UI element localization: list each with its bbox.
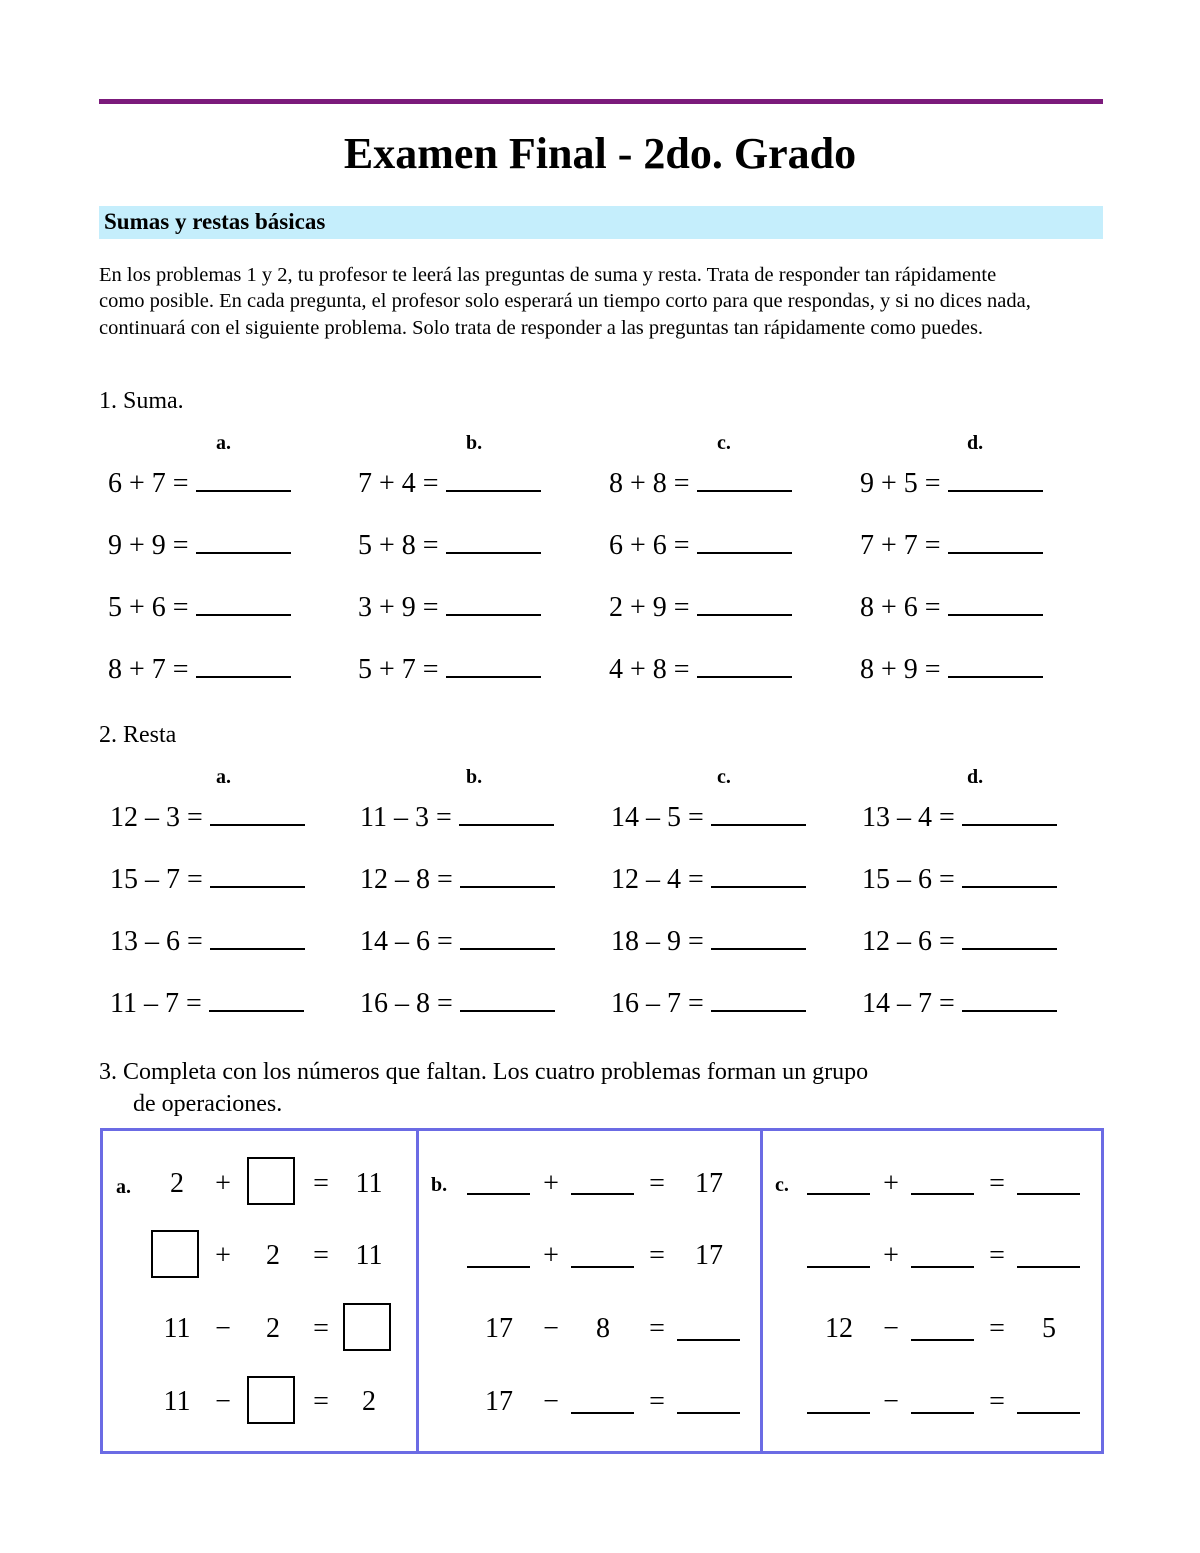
answer-blank[interactable] [697,658,792,678]
number: 12 [825,1313,853,1344]
answer-blank[interactable] [697,472,792,492]
answer-line[interactable] [911,1266,974,1268]
grid-divider [416,1131,419,1451]
answer-blank[interactable] [948,658,1043,678]
q2-problem: 12 – 3 = [110,802,305,834]
answer-box[interactable] [247,1376,295,1424]
equals-sign: = [989,1240,1005,1271]
answer-blank[interactable] [209,992,304,1012]
number: 17 [695,1168,723,1199]
answer-blank[interactable] [196,534,291,554]
q1-problem: 3 + 9 = [358,592,541,624]
answer-blank[interactable] [210,868,305,888]
equals-sign: = [313,1168,329,1199]
q1-problem: 6 + 7 = [108,468,291,500]
operator: − [883,1386,899,1417]
q2-problem: 16 – 8 = [360,988,555,1020]
answer-box[interactable] [151,1230,199,1278]
answer-line[interactable] [807,1412,870,1414]
number: 2 [170,1168,184,1199]
answer-blank[interactable] [711,930,806,950]
answer-line[interactable] [571,1193,634,1195]
q1-col-b: b. [466,432,483,454]
answer-blank[interactable] [196,596,291,616]
section-title: Sumas y restas básicas [104,209,326,234]
answer-blank[interactable] [948,534,1043,554]
answer-line[interactable] [1017,1193,1080,1195]
q3-prompt [99,1056,868,1120]
answer-blank[interactable] [948,472,1043,492]
q2-problem: 16 – 7 = [611,988,806,1020]
panel-b-label: b. [431,1174,448,1196]
q1-problem: 5 + 7 = [358,654,541,686]
answer-line[interactable] [677,1412,740,1414]
operator: + [543,1168,559,1199]
q3-line-1: 3. Completa con los números que faltan. Los cuatro problemas forman un grupo [99,1059,869,1085]
q2-problem: 18 – 9 = [611,926,806,958]
panel-a-label: a. [116,1176,131,1198]
q2-problem: 15 – 7 = [110,864,305,896]
equals-sign: = [989,1168,1005,1199]
answer-blank[interactable] [711,992,806,1012]
answer-blank[interactable] [460,868,555,888]
equals-sign: = [649,1168,665,1199]
number: 2 [362,1386,376,1417]
answer-line[interactable] [467,1193,530,1195]
answer-blank[interactable] [210,806,305,826]
operator: + [883,1168,899,1199]
number: 5 [1042,1313,1056,1344]
answer-blank[interactable] [460,992,555,1012]
operator: − [543,1386,559,1417]
answer-line[interactable] [911,1193,974,1195]
q1-problem: 9 + 9 = [108,530,291,562]
q2-title: 2. Resta [99,722,177,748]
q2-problem: 12 – 6 = [862,926,1057,958]
q1-problem: 5 + 8 = [358,530,541,562]
answer-blank[interactable] [962,868,1057,888]
section-header [99,206,1103,239]
number: 11 [355,1240,383,1271]
grid-divider [760,1131,763,1451]
answer-line[interactable] [911,1339,974,1341]
q2-problem: 13 – 6 = [110,926,305,958]
equals-sign: = [313,1386,329,1417]
instructions-paragraph: En los problemas 1 y 2, tu profesor te leerá las preguntas de suma y resta. Trata de responder tan rápidamente como posible. En cada pregunta, el profesor solo esperará un tiempo corto para que respondas, y si no dices nada, continuará con el siguiente problema. Solo trata de responder a las preguntas tan rápidamente como puedes. [99,264,1031,339]
q1-problem: 5 + 6 = [108,592,291,624]
answer-blank[interactable] [962,930,1057,950]
q2-problem: 11 – 3 = [360,802,554,834]
operator: − [883,1313,899,1344]
answer-box[interactable] [247,1157,295,1205]
number: 17 [695,1240,723,1271]
answer-line[interactable] [807,1266,870,1268]
answer-blank[interactable] [210,930,305,950]
page-title: Examen Final - 2do. Grado [343,129,857,178]
answer-blank[interactable] [446,596,541,616]
q2-problem: 14 – 7 = [862,988,1057,1020]
q2-col-d: d. [967,766,984,788]
q2-problem: 14 – 6 = [360,926,555,958]
answer-blank[interactable] [711,868,806,888]
q1-problem: 2 + 9 = [609,592,792,624]
q2-col-c: c. [717,766,731,788]
operator: + [215,1240,231,1271]
q1-problem: 7 + 7 = [860,530,1043,562]
q1-col-d: d. [967,432,984,454]
equals-sign: = [649,1240,665,1271]
number: 11 [163,1313,191,1344]
answer-blank[interactable] [446,658,541,678]
q1-problem: 8 + 9 = [860,654,1043,686]
answer-blank[interactable] [459,806,554,826]
q1-problem: 4 + 8 = [609,654,792,686]
q1-col-a: a. [216,432,231,454]
q1-col-c: c. [717,432,731,454]
answer-line[interactable] [571,1266,634,1268]
answer-line[interactable] [467,1266,530,1268]
answer-line[interactable] [1017,1266,1080,1268]
q2-problem: 13 – 4 = [862,802,1057,834]
q1-title: 1. Suma. [99,388,184,414]
q1-problem: 8 + 8 = [609,468,792,500]
q2-problem: 12 – 8 = [360,864,555,896]
equals-sign: = [989,1313,1005,1344]
operator: + [543,1240,559,1271]
operator: − [215,1386,231,1417]
top-rule [99,99,1103,104]
equals-sign: = [649,1386,665,1417]
answer-blank[interactable] [697,534,792,554]
q2-problem: 12 – 4 = [611,864,806,896]
operator: + [215,1168,231,1199]
number: 2 [266,1313,280,1344]
number: 2 [266,1240,280,1271]
q2-problem: 15 – 6 = [862,864,1057,896]
number: 8 [596,1313,610,1344]
number: 11 [355,1168,383,1199]
equals-sign: = [313,1313,329,1344]
panel-c-label: c. [775,1174,789,1196]
answer-blank[interactable] [711,806,806,826]
answer-line[interactable] [571,1412,634,1414]
equals-sign: = [649,1313,665,1344]
answer-box[interactable] [343,1303,391,1351]
fact-family-grid [100,1128,1104,1454]
answer-line[interactable] [677,1339,740,1341]
operator: − [215,1313,231,1344]
q3-line-2: de operaciones. [133,1091,283,1117]
q1-problem: 8 + 6 = [860,592,1043,624]
answer-blank[interactable] [446,534,541,554]
number: 17 [485,1386,513,1417]
q1-problem: 7 + 4 = [358,468,541,500]
answer-blank[interactable] [697,596,792,616]
answer-line[interactable] [911,1412,974,1414]
answer-line[interactable] [1017,1412,1080,1414]
q2-col-b: b. [466,766,483,788]
answer-blank[interactable] [446,472,541,492]
answer-blank[interactable] [196,472,291,492]
number: 17 [485,1313,513,1344]
answer-blank[interactable] [948,596,1043,616]
operator: − [543,1313,559,1344]
answer-blank[interactable] [962,992,1057,1012]
equals-sign: = [313,1240,329,1271]
q2-problem: 11 – 7 = [110,988,304,1020]
q1-problem: 6 + 6 = [609,530,792,562]
answer-blank[interactable] [962,806,1057,826]
q1-problem: 9 + 5 = [860,468,1043,500]
number: 11 [163,1386,191,1417]
equals-sign: = [989,1386,1005,1417]
answer-blank[interactable] [196,658,291,678]
answer-line[interactable] [807,1193,870,1195]
answer-blank[interactable] [460,930,555,950]
q2-col-a: a. [216,766,231,788]
operator: + [883,1240,899,1271]
q2-problem: 14 – 5 = [611,802,806,834]
q1-problem: 8 + 7 = [108,654,291,686]
